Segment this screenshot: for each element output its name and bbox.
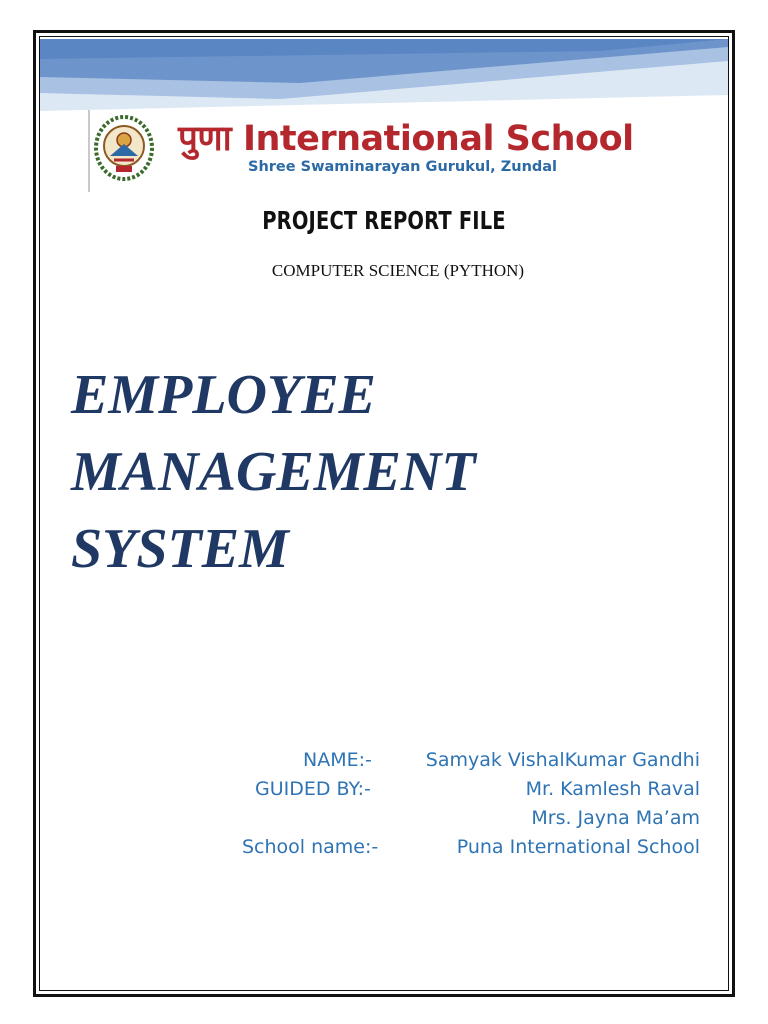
school-name-value: Puna International School (456, 836, 700, 858)
school-name-label: School name:- (242, 836, 379, 858)
report-title: PROJECT REPORT FILE (262, 206, 506, 235)
guided-by-label: GUIDED BY:- (255, 778, 371, 800)
emblem-divider (88, 110, 90, 192)
guide-2-value: Mrs. Jayna Ma’am (531, 807, 700, 829)
header-band-graphic (40, 39, 728, 111)
school-name-english: International School (242, 119, 634, 159)
school-name-hindi: पुणा (178, 119, 232, 159)
project-title-line-2: MANAGEMENT (71, 441, 476, 503)
project-title (71, 357, 476, 588)
report-subject: COMPUTER SCIENCE (PYTHON) (271, 261, 525, 280)
school-header (88, 110, 688, 196)
project-title-line-3: SYSTEM (71, 518, 289, 580)
project-title-line-1: EMPLOYEE (71, 364, 376, 426)
name-label: NAME:- (303, 749, 372, 771)
school-name (178, 114, 634, 161)
guide-1-value: Mr. Kamlesh Raval (525, 778, 700, 800)
header-band (40, 39, 728, 111)
name-value: Samyak VishalKumar Gandhi (425, 749, 700, 771)
school-subtitle: Shree Swaminarayan Gurukul, Zundal (248, 159, 558, 175)
school-emblem-icon (92, 112, 156, 182)
